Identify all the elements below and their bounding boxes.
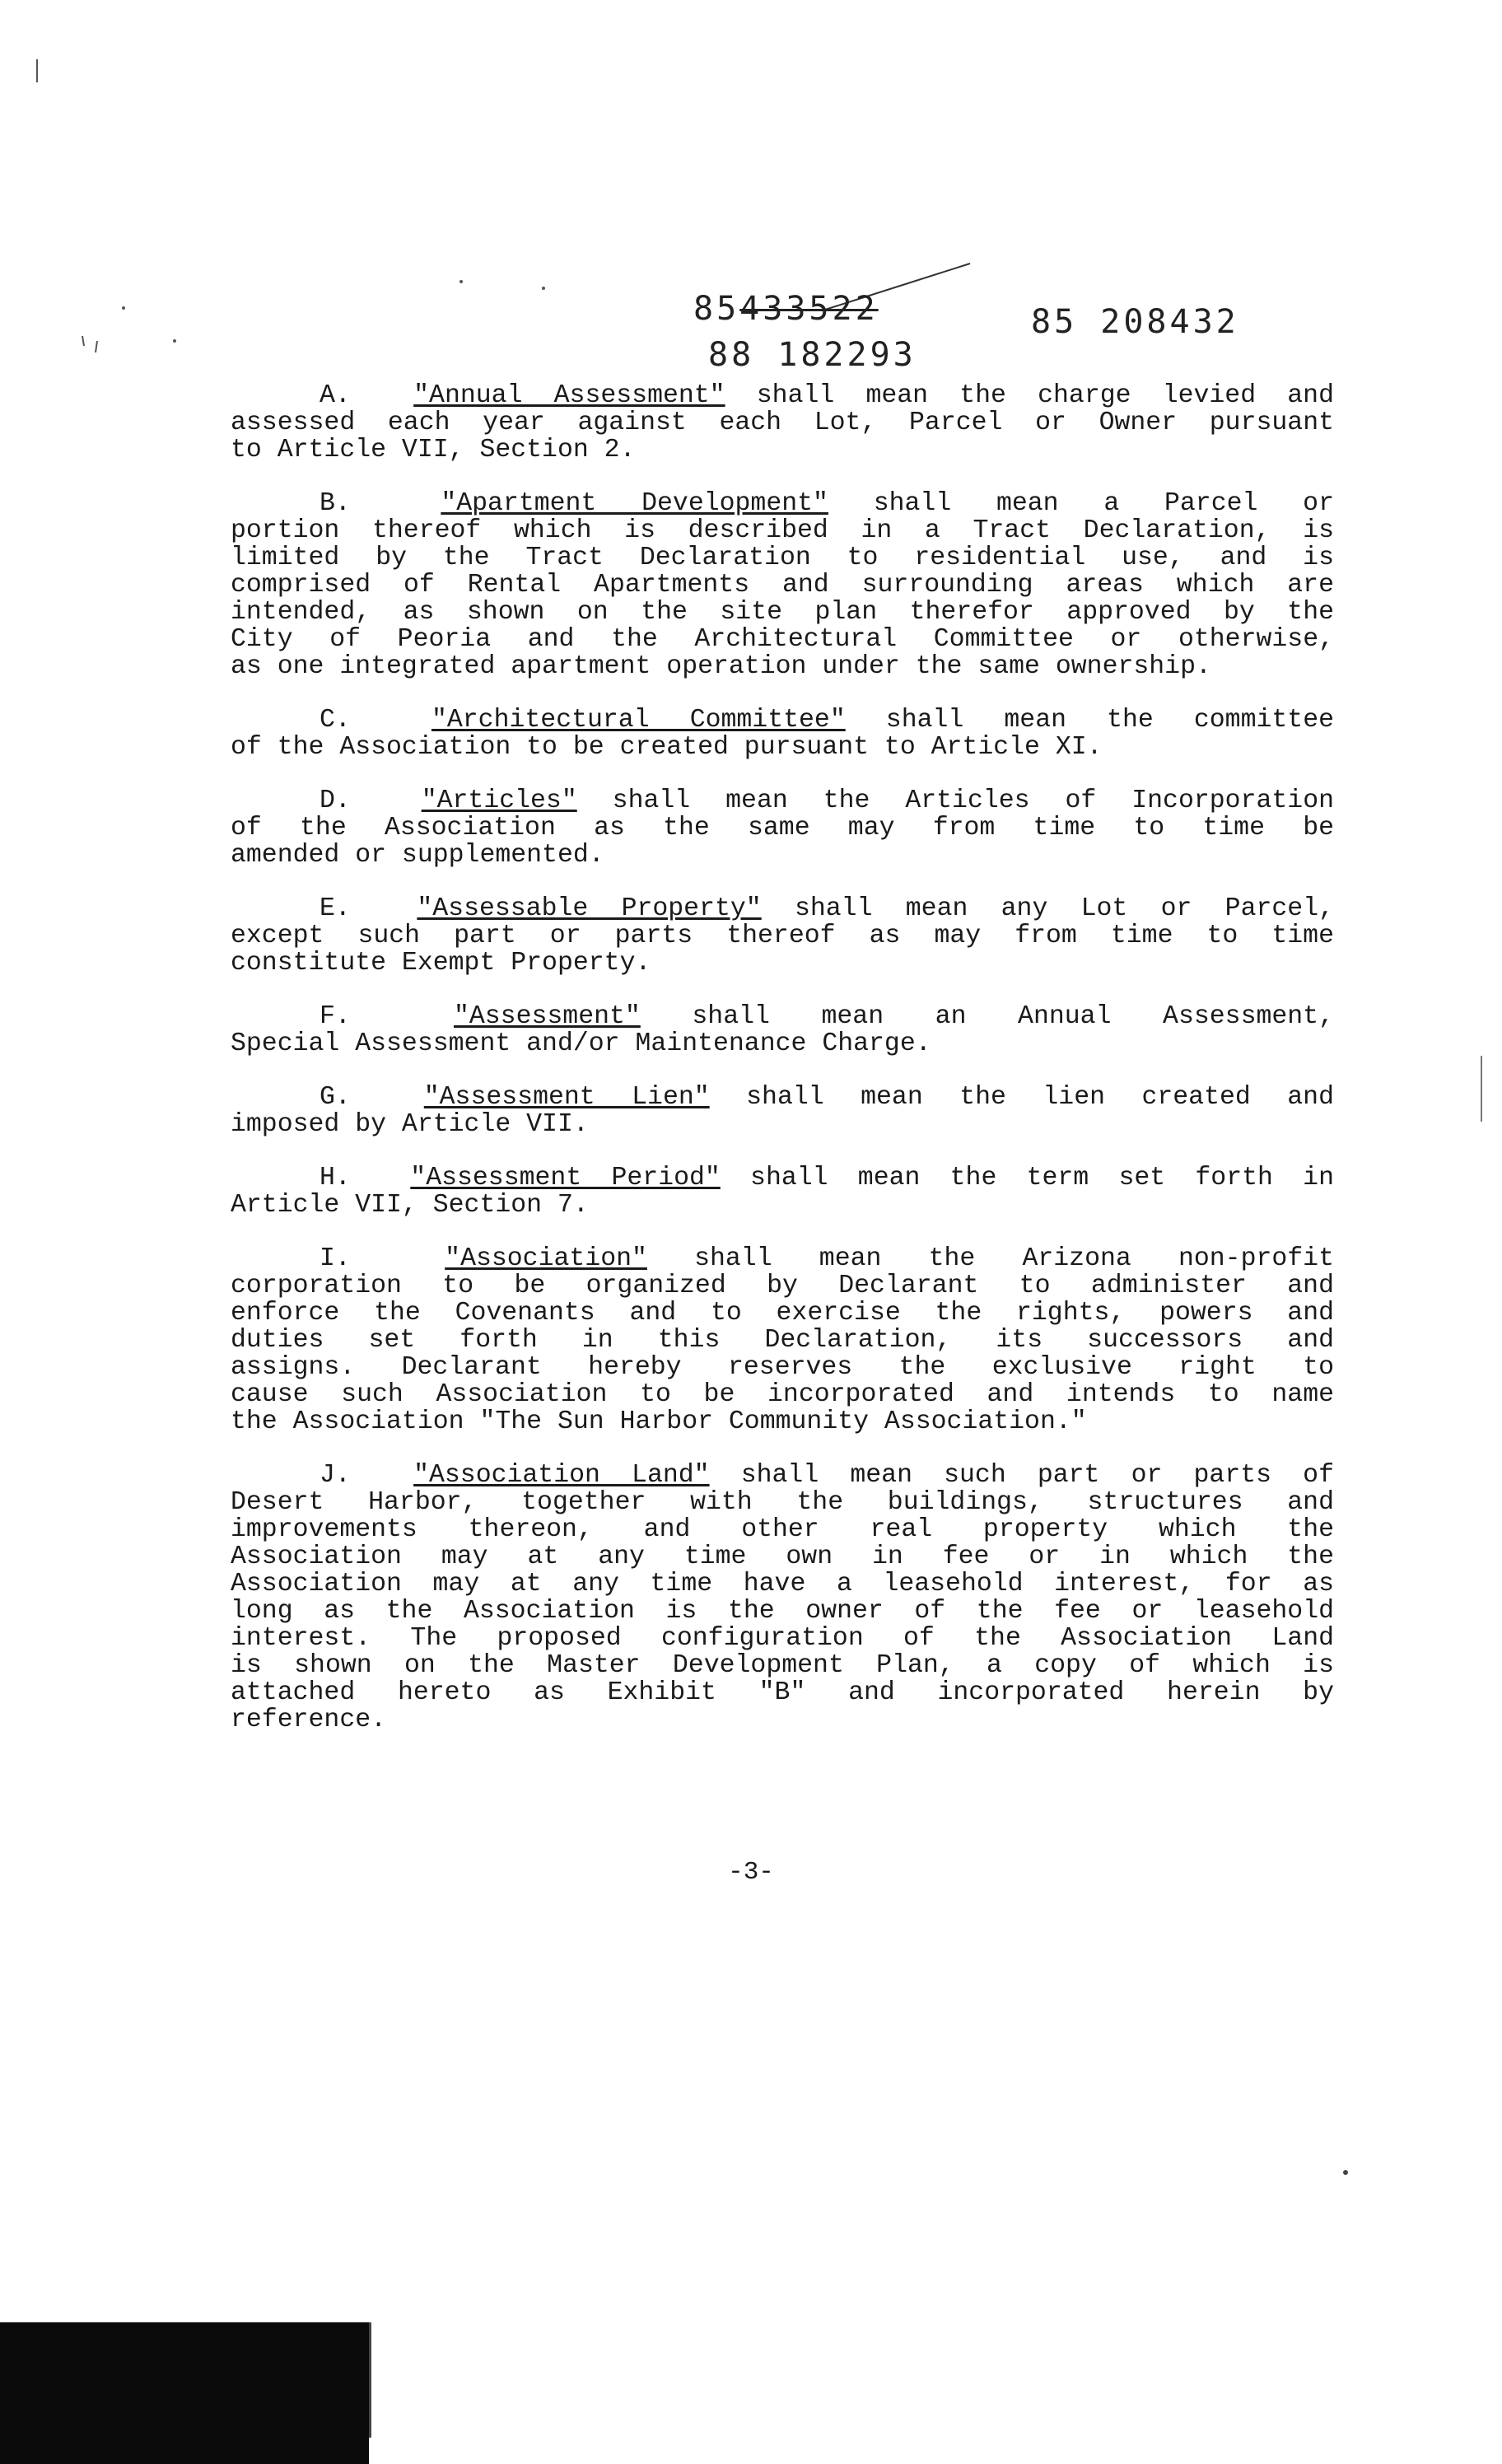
definition-association bbox=[231, 1245, 1334, 1435]
definition-annual-assessment bbox=[231, 382, 1334, 464]
definition-text: enforce the Covenants and to exercise the rights, powers and bbox=[231, 1299, 1334, 1328]
struck-recording-number bbox=[693, 290, 879, 328]
definition-text: portion thereof which is described in a Tract Declaration, is bbox=[231, 516, 1334, 545]
definition-line bbox=[231, 1300, 1334, 1327]
definition-assessment-period bbox=[231, 1164, 1334, 1219]
definition-line bbox=[231, 1408, 1334, 1435]
definition-letter: C. bbox=[320, 706, 431, 735]
definition-text: shall mean any Lot or Parcel, bbox=[761, 894, 1335, 923]
defined-term: "Association" bbox=[445, 1244, 647, 1273]
definition-text: Special Assessment and/or Maintenance Charge. bbox=[231, 1029, 931, 1058]
definition-text: cause such Association to be incorporated and intends to name bbox=[231, 1380, 1334, 1409]
definition-text: reference. bbox=[231, 1706, 387, 1734]
definition-articles bbox=[231, 787, 1334, 869]
definition-line bbox=[231, 1003, 1334, 1030]
definition-assessment-lien bbox=[231, 1084, 1334, 1138]
definition-text: shall mean an Annual Assessment, bbox=[640, 1002, 1334, 1031]
definition-line bbox=[231, 409, 1334, 436]
definition-apartment-development bbox=[231, 490, 1334, 680]
definition-line bbox=[231, 734, 1334, 761]
definition-line bbox=[231, 787, 1334, 814]
definition-line bbox=[231, 1272, 1334, 1300]
definition-letter: D. bbox=[320, 786, 422, 815]
definition-text: as one integrated apartment operation under the same ownership. bbox=[231, 652, 1211, 681]
definition-text: intended, as shown on the site plan therefor approved by the bbox=[231, 598, 1334, 627]
definition-letter: E. bbox=[320, 894, 417, 923]
defined-term: "Association Land" bbox=[413, 1461, 710, 1490]
page-number: -3- bbox=[728, 1858, 774, 1887]
definition-line bbox=[231, 922, 1334, 950]
definition-letter: J. bbox=[320, 1461, 414, 1490]
definition-line bbox=[231, 599, 1334, 626]
definition-letter: I. bbox=[320, 1244, 445, 1273]
definition-line bbox=[231, 1652, 1334, 1679]
definition-text: shall mean the term set forth in bbox=[720, 1164, 1334, 1192]
definition-text: of the Association to be created pursuant to Article XI. bbox=[231, 733, 1103, 762]
defined-term: "Annual Assessment" bbox=[413, 381, 725, 410]
definition-letter: A. bbox=[320, 381, 414, 410]
definition-line bbox=[231, 626, 1334, 653]
definition-text: to Article VII, Section 2. bbox=[231, 436, 636, 464]
definition-line bbox=[231, 653, 1334, 680]
definition-text: Desert Harbor, together with the buildings, structures and bbox=[231, 1488, 1334, 1517]
definition-text: the Association "The Sun Harbor Community Association." bbox=[231, 1407, 1087, 1436]
definition-line bbox=[231, 1327, 1334, 1354]
defined-term: "Articles" bbox=[421, 786, 577, 815]
recording-number-primary: 85 208432 bbox=[1031, 303, 1239, 341]
definition-architectural-committee bbox=[231, 707, 1334, 761]
definition-text: assigns. Declarant hereby reserves the exclusive right to bbox=[231, 1353, 1334, 1382]
definition-text: duties set forth in this Declaration, its successors and bbox=[231, 1326, 1334, 1355]
defined-term: "Architectural Committee" bbox=[431, 706, 846, 735]
definition-line bbox=[231, 895, 1334, 922]
definition-line bbox=[231, 544, 1334, 572]
definition-association-land bbox=[231, 1462, 1334, 1734]
struck-number-prefix: 85 bbox=[693, 290, 740, 328]
defined-term: "Assessment" bbox=[453, 1002, 641, 1031]
definition-text: shall mean the committee bbox=[845, 706, 1335, 735]
definition-text: City of Peoria and the Architectural Committee or otherwise, bbox=[231, 625, 1334, 654]
defined-term: "Assessment Period" bbox=[410, 1164, 721, 1192]
definition-line bbox=[231, 382, 1334, 409]
definition-text: constitute Exempt Property. bbox=[231, 949, 651, 978]
margin-mark bbox=[36, 59, 38, 82]
definition-text: comprised of Rental Apartments and surrounding areas which are bbox=[231, 571, 1334, 600]
definition-line bbox=[231, 1084, 1334, 1111]
definition-line bbox=[231, 1164, 1334, 1192]
definition-line bbox=[231, 950, 1334, 977]
definition-text: corporation to be organized by Declarant to administer and bbox=[231, 1272, 1334, 1300]
definition-line bbox=[231, 1192, 1334, 1219]
definition-text: improvements thereon, and other real property which the bbox=[231, 1515, 1334, 1544]
definition-text: Association may at any time have a leasehold interest, for as bbox=[231, 1570, 1334, 1598]
definition-line bbox=[231, 1381, 1334, 1408]
definition-text: imposed by Article VII. bbox=[231, 1110, 589, 1139]
definition-text: attached hereto as Exhibit "B" and incorporated herein by bbox=[231, 1678, 1334, 1707]
definition-line bbox=[231, 1354, 1334, 1381]
definition-line bbox=[231, 517, 1334, 544]
definition-line bbox=[231, 1570, 1334, 1598]
definition-line bbox=[231, 572, 1334, 599]
recording-number-secondary: 88 182293 bbox=[708, 336, 917, 374]
definition-line bbox=[231, 1598, 1334, 1625]
definition-line bbox=[231, 1245, 1334, 1272]
definition-line bbox=[231, 436, 1334, 464]
definition-text: shall mean the Arizona non-profit bbox=[646, 1244, 1334, 1273]
definition-text: Article VII, Section 7. bbox=[231, 1191, 589, 1220]
definition-line bbox=[231, 1030, 1334, 1057]
defined-term: "Assessable Property" bbox=[417, 894, 762, 923]
definition-text: amended or supplemented. bbox=[231, 841, 604, 870]
redaction-edge bbox=[369, 2322, 371, 2438]
definitions-body bbox=[231, 382, 1334, 1760]
defined-term: "Assessment Lien" bbox=[423, 1083, 710, 1112]
definition-line bbox=[231, 842, 1334, 869]
definition-letter: G. bbox=[320, 1083, 424, 1112]
definition-line bbox=[231, 1706, 1334, 1734]
definition-assessment bbox=[231, 1003, 1334, 1057]
definition-text: limited by the Tract Declaration to residential use, and is bbox=[231, 544, 1334, 572]
definition-letter: F. bbox=[320, 1002, 454, 1031]
definition-line bbox=[231, 707, 1334, 734]
definition-letter: B. bbox=[320, 489, 441, 518]
definition-line bbox=[231, 1462, 1334, 1489]
definition-line bbox=[231, 1516, 1334, 1543]
definition-text: except such part or parts thereof as may from time to time bbox=[231, 922, 1334, 950]
definition-text: shall mean such part or parts of bbox=[709, 1461, 1334, 1490]
definition-line bbox=[231, 1679, 1334, 1706]
definition-line bbox=[231, 1625, 1334, 1652]
definition-text: Association may at any time own in fee or in which the bbox=[231, 1542, 1334, 1571]
definition-text: of the Association as the same may from time to time be bbox=[231, 814, 1334, 842]
redaction-block bbox=[0, 2322, 369, 2464]
definition-line bbox=[231, 490, 1334, 517]
struck-number: 433522 bbox=[739, 290, 879, 328]
definition-line bbox=[231, 1111, 1334, 1138]
defined-term: "Apartment Development" bbox=[441, 489, 828, 518]
definition-line bbox=[231, 1489, 1334, 1516]
definition-text: interest. The proposed configuration of the Association Land bbox=[231, 1624, 1334, 1653]
definition-letter: H. bbox=[320, 1164, 411, 1192]
definition-text: shall mean a Parcel or bbox=[828, 489, 1334, 518]
definition-text: long as the Association is the owner of the fee or leasehold bbox=[231, 1597, 1334, 1626]
definition-line bbox=[231, 814, 1334, 842]
definition-assessable-property bbox=[231, 895, 1334, 977]
scan-edge-mark bbox=[1481, 1056, 1482, 1122]
definition-text: is shown on the Master Development Plan, a copy of which is bbox=[231, 1651, 1334, 1680]
definition-text: assessed each year against each Lot, Parcel or Owner pursuant bbox=[231, 408, 1334, 437]
definition-text: shall mean the Articles of Incorporation bbox=[576, 786, 1334, 815]
definition-text: shall mean the charge levied and bbox=[725, 381, 1334, 410]
definition-text: shall mean the lien created and bbox=[709, 1083, 1334, 1112]
definition-line bbox=[231, 1543, 1334, 1570]
